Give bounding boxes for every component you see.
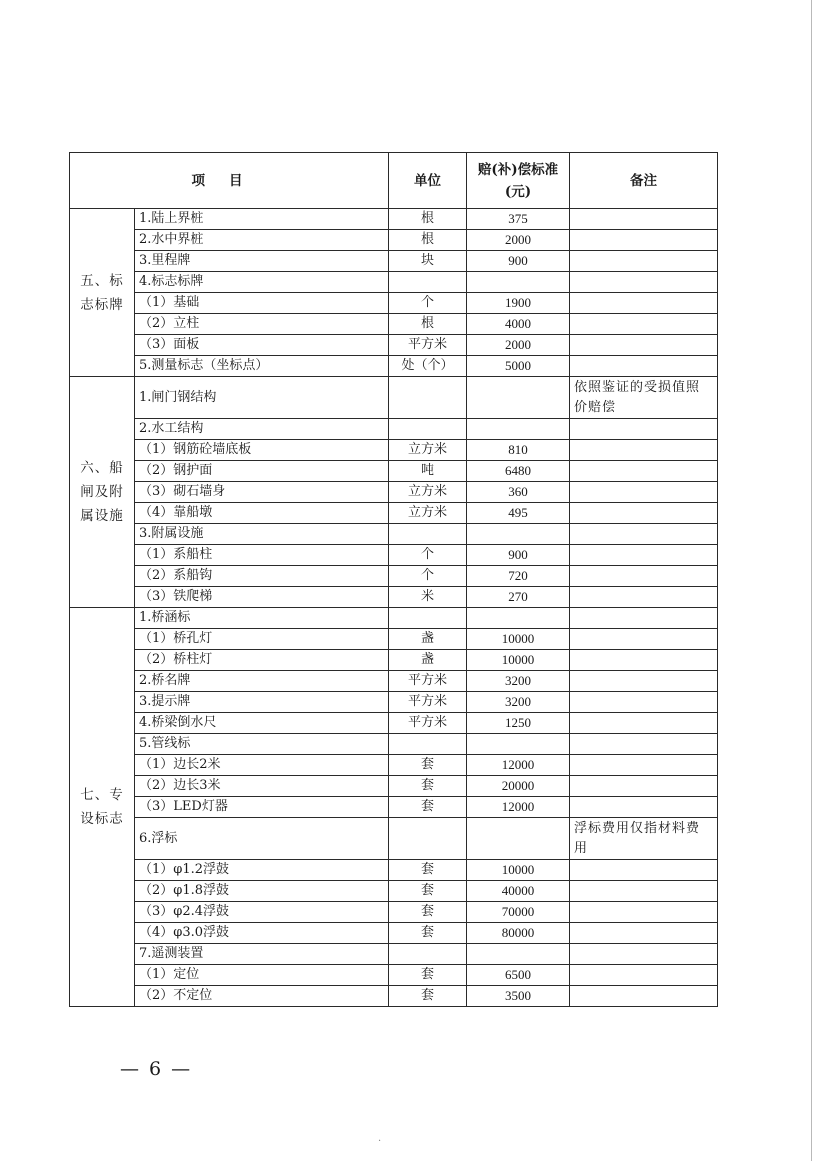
table-row [70, 209, 718, 230]
unit-cell [389, 524, 467, 545]
unit-cell [389, 734, 467, 755]
item-cell: （1）钢筋砼墙底板 [135, 440, 389, 461]
remark-cell [570, 671, 718, 692]
unit-cell [389, 419, 467, 440]
standard-cell: 1250 [467, 713, 570, 734]
item-cell: 1.陆上界桩 [135, 209, 389, 230]
unit-cell: 套 [389, 965, 467, 986]
header-standard: 赔(补)偿标准(元) [467, 153, 570, 209]
standard-cell: 900 [467, 545, 570, 566]
standard-cell: 10000 [467, 860, 570, 881]
standard-cell [467, 944, 570, 965]
item-cell: （3）砌石墙身 [135, 482, 389, 503]
item-cell: （2）桥柱灯 [135, 650, 389, 671]
standard-cell: 6500 [467, 965, 570, 986]
remark-cell [570, 776, 718, 797]
standard-cell [467, 377, 570, 419]
unit-cell: 套 [389, 755, 467, 776]
unit-cell: 盏 [389, 650, 467, 671]
table-row [70, 335, 718, 356]
table-row [70, 965, 718, 986]
unit-cell: 套 [389, 986, 467, 1007]
standard-cell: 360 [467, 482, 570, 503]
remark-cell [570, 860, 718, 881]
standard-cell: 6480 [467, 461, 570, 482]
unit-cell: 处（个） [389, 356, 467, 377]
unit-cell: 套 [389, 860, 467, 881]
item-cell: （1）基础 [135, 293, 389, 314]
table-row [70, 902, 718, 923]
item-cell: 6.浮标 [135, 818, 389, 860]
remark-cell [570, 335, 718, 356]
item-cell: （3）φ2.4浮鼓 [135, 902, 389, 923]
standard-cell: 80000 [467, 923, 570, 944]
unit-cell: 块 [389, 251, 467, 272]
unit-cell: 平方米 [389, 335, 467, 356]
table-row [70, 608, 718, 629]
table-row [70, 944, 718, 965]
standard-cell: 900 [467, 251, 570, 272]
remark-cell [570, 629, 718, 650]
table-row [70, 524, 718, 545]
item-cell: （2）系船钩 [135, 566, 389, 587]
item-cell: （3）面板 [135, 335, 389, 356]
unit-cell: 平方米 [389, 713, 467, 734]
standard-cell: 720 [467, 566, 570, 587]
unit-cell: 个 [389, 545, 467, 566]
unit-cell [389, 944, 467, 965]
standard-cell: 2000 [467, 335, 570, 356]
unit-cell [389, 272, 467, 293]
item-cell: （4）φ3.0浮鼓 [135, 923, 389, 944]
section-label: 五、标志标牌 [70, 209, 135, 377]
table-row [70, 881, 718, 902]
standard-cell [467, 524, 570, 545]
remark-cell [570, 902, 718, 923]
table-row [70, 293, 718, 314]
remark-cell [570, 734, 718, 755]
standard-cell: 40000 [467, 881, 570, 902]
unit-cell: 套 [389, 923, 467, 944]
unit-cell: 套 [389, 776, 467, 797]
item-cell: 5.测量标志（坐标点） [135, 356, 389, 377]
scan-mark: · [378, 1136, 382, 1147]
standard-cell: 495 [467, 503, 570, 524]
item-cell: （1）定位 [135, 965, 389, 986]
item-cell: （1）桥孔灯 [135, 629, 389, 650]
table-row [70, 734, 718, 755]
remark-cell [570, 965, 718, 986]
remark-cell [570, 692, 718, 713]
remark-cell [570, 272, 718, 293]
page-edge [811, 0, 812, 1161]
remark-cell [570, 230, 718, 251]
table-row [70, 545, 718, 566]
table-row [70, 923, 718, 944]
unit-cell: 根 [389, 209, 467, 230]
standard-cell: 3500 [467, 986, 570, 1007]
table-row [70, 272, 718, 293]
remark-cell [570, 356, 718, 377]
unit-cell: 套 [389, 797, 467, 818]
unit-cell: 立方米 [389, 503, 467, 524]
standard-cell: 270 [467, 587, 570, 608]
unit-cell: 套 [389, 902, 467, 923]
standard-cell: 4000 [467, 314, 570, 335]
remark-cell [570, 755, 718, 776]
remark-cell [570, 566, 718, 587]
remark-cell [570, 440, 718, 461]
table-row [70, 482, 718, 503]
standard-cell [467, 272, 570, 293]
table-row [70, 566, 718, 587]
item-cell: （1）边长2米 [135, 755, 389, 776]
item-cell: （2）立柱 [135, 314, 389, 335]
item-cell: （3）LED灯器 [135, 797, 389, 818]
standard-cell: 3200 [467, 692, 570, 713]
item-cell: （2）不定位 [135, 986, 389, 1007]
remark-cell [570, 482, 718, 503]
standard-cell: 810 [467, 440, 570, 461]
item-cell: 2.水工结构 [135, 419, 389, 440]
remark-cell [570, 545, 718, 566]
item-cell: 1.闸门钢结构 [135, 377, 389, 419]
standard-cell: 5000 [467, 356, 570, 377]
table-row [70, 986, 718, 1007]
unit-cell: 平方米 [389, 692, 467, 713]
standard-cell [467, 608, 570, 629]
table-row [70, 419, 718, 440]
unit-cell: 套 [389, 881, 467, 902]
item-cell: 3.里程牌 [135, 251, 389, 272]
table-row [70, 377, 718, 419]
remark-cell: 依照鉴证的受损值照价赔偿 [570, 377, 718, 419]
item-cell: 5.管线标 [135, 734, 389, 755]
standard-cell: 10000 [467, 650, 570, 671]
item-cell: 1.桥涵标 [135, 608, 389, 629]
standard-cell [467, 734, 570, 755]
remark-cell: 浮标费用仅指材料费用 [570, 818, 718, 860]
table-row [70, 587, 718, 608]
item-cell: 2.桥名牌 [135, 671, 389, 692]
standard-cell: 3200 [467, 671, 570, 692]
remark-cell [570, 608, 718, 629]
item-cell: （2）边长3米 [135, 776, 389, 797]
standard-cell: 2000 [467, 230, 570, 251]
header-project: 项目 [70, 153, 389, 209]
unit-cell: 根 [389, 230, 467, 251]
item-cell: 2.水中界桩 [135, 230, 389, 251]
remark-cell [570, 503, 718, 524]
unit-cell: 根 [389, 314, 467, 335]
item-cell: （4）靠船墩 [135, 503, 389, 524]
standard-cell: 12000 [467, 755, 570, 776]
standard-cell: 1900 [467, 293, 570, 314]
table-row [70, 713, 718, 734]
remark-cell [570, 293, 718, 314]
header-row [70, 153, 718, 209]
item-cell: （1）φ1.2浮鼓 [135, 860, 389, 881]
remark-cell [570, 524, 718, 545]
unit-cell: 立方米 [389, 482, 467, 503]
item-cell: 3.提示牌 [135, 692, 389, 713]
item-cell: （1）系船柱 [135, 545, 389, 566]
remark-cell [570, 314, 718, 335]
item-cell: （2）φ1.8浮鼓 [135, 881, 389, 902]
table-row [70, 776, 718, 797]
unit-cell: 个 [389, 566, 467, 587]
item-cell: 3.附属设施 [135, 524, 389, 545]
standard-cell: 70000 [467, 902, 570, 923]
unit-cell: 米 [389, 587, 467, 608]
remark-cell [570, 923, 718, 944]
remark-cell [570, 986, 718, 1007]
table-row [70, 650, 718, 671]
standard-cell: 12000 [467, 797, 570, 818]
table-row [70, 440, 718, 461]
remark-cell [570, 209, 718, 230]
table-row [70, 503, 718, 524]
unit-cell: 立方米 [389, 440, 467, 461]
standard-cell: 375 [467, 209, 570, 230]
item-cell: 7.遥测装置 [135, 944, 389, 965]
remark-cell [570, 944, 718, 965]
table-row [70, 671, 718, 692]
item-cell: 4.桥梁倒水尺 [135, 713, 389, 734]
section-label: 六、船闸及附属设施 [70, 377, 135, 608]
table-row [70, 230, 718, 251]
remark-cell [570, 650, 718, 671]
table-row [70, 797, 718, 818]
item-cell: 4.标志标牌 [135, 272, 389, 293]
remark-cell [570, 797, 718, 818]
remark-cell [570, 251, 718, 272]
compensation-table [69, 152, 718, 1007]
unit-cell: 吨 [389, 461, 467, 482]
unit-cell [389, 818, 467, 860]
table-row [70, 251, 718, 272]
table-row [70, 860, 718, 881]
table-row [70, 314, 718, 335]
remark-cell [570, 587, 718, 608]
table-body [70, 209, 718, 1007]
section-label: 七、专设标志 [70, 608, 135, 1007]
table-row [70, 755, 718, 776]
unit-cell: 个 [389, 293, 467, 314]
header-remark: 备注 [570, 153, 718, 209]
table-row [70, 692, 718, 713]
standard-cell: 20000 [467, 776, 570, 797]
remark-cell [570, 881, 718, 902]
unit-cell [389, 608, 467, 629]
remark-cell [570, 419, 718, 440]
header-unit: 单位 [389, 153, 467, 209]
page-number: — 6 — [120, 1058, 193, 1080]
table-row [70, 356, 718, 377]
standard-cell: 10000 [467, 629, 570, 650]
table-row [70, 818, 718, 860]
table-row [70, 461, 718, 482]
item-cell: （2）钢护面 [135, 461, 389, 482]
standard-cell [467, 419, 570, 440]
table-row [70, 629, 718, 650]
unit-cell: 平方米 [389, 671, 467, 692]
remark-cell [570, 713, 718, 734]
unit-cell: 盏 [389, 629, 467, 650]
unit-cell [389, 377, 467, 419]
standard-cell [467, 818, 570, 860]
item-cell: （3）铁爬梯 [135, 587, 389, 608]
remark-cell [570, 461, 718, 482]
